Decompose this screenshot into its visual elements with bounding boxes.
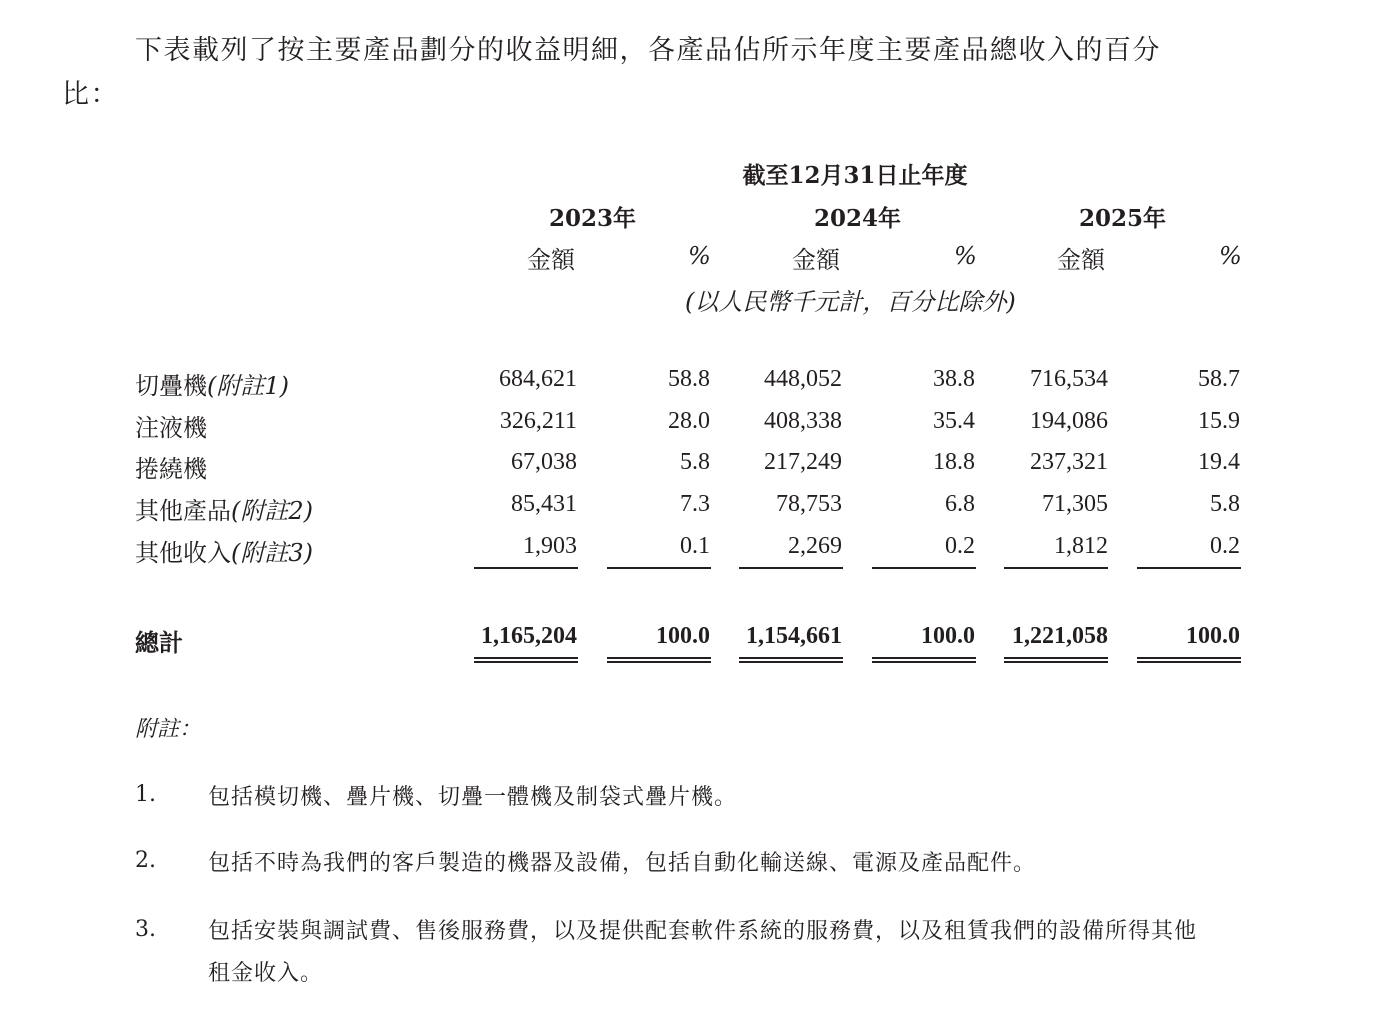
- year-header-2025: 2025年: [1078, 205, 1166, 232]
- total-double-rule-4: [872, 657, 976, 663]
- cell-r3-pct-2024: 6.8: [945, 491, 975, 517]
- subtotal-rule-1: [474, 567, 578, 569]
- subtotal-rule-6: [1137, 567, 1241, 569]
- cell-r4-pct-2024: 0.2: [945, 533, 975, 559]
- cell-r2-amount-2024: 217,249: [764, 449, 842, 475]
- cell-r0-amount-2024: 448,052: [764, 366, 842, 392]
- cell-r4-pct-2023: 0.1: [680, 533, 710, 559]
- cell-r0-amount-2023: 684,621: [499, 366, 577, 392]
- total-double-rule-1: [474, 657, 578, 663]
- row-label-total: 總計: [135, 628, 183, 657]
- cell-r1-pct-2025: 15.9: [1198, 408, 1240, 434]
- cell-r2-amount-2023: 67,038: [511, 449, 577, 475]
- subtotal-rule-2: [607, 567, 711, 569]
- cell-r4-amount-2023: 1,903: [523, 533, 577, 559]
- amount-header-2025: 金額: [1057, 246, 1105, 274]
- cell-r2-pct-2023: 5.8: [680, 449, 710, 475]
- cell-r1-amount-2025: 194,086: [1030, 408, 1108, 434]
- cell-r3-pct-2025: 5.8: [1210, 491, 1240, 517]
- row-label-winding: 捲繞機: [135, 455, 207, 483]
- cell-r2-pct-2025: 19.4: [1198, 449, 1240, 475]
- cell-r3-amount-2025: 71,305: [1042, 491, 1108, 517]
- cell-total-amount-2025: 1,221,058: [1012, 623, 1108, 649]
- note-3-text-line1: 包括安裝與調試費、售後服務費，以及提供配套軟件系統的服務費，以及租賃我們的設備所得其他: [208, 919, 1198, 944]
- note-1-text: 包括模切機、疊片機、切疊一體機及制袋式疊片機。: [208, 785, 738, 810]
- intro-text-line2: 比：: [62, 79, 119, 110]
- cell-r0-pct-2024: 38.8: [933, 366, 975, 392]
- cell-r0-pct-2023: 58.8: [668, 366, 710, 392]
- note-2-text: 包括不時為我們的客戶製造的機器及設備，包括自動化輸送線、電源及產品配件。: [208, 851, 1037, 876]
- total-double-rule-5: [1004, 657, 1108, 663]
- cell-r3-pct-2023: 7.3: [680, 491, 710, 517]
- amount-header-2023: 金額: [527, 246, 575, 274]
- cell-r2-amount-2025: 237,321: [1030, 449, 1108, 475]
- row-label-other-products: 其他產品(附註2): [135, 497, 313, 525]
- cell-total-amount-2023: 1,165,204: [481, 623, 577, 649]
- cell-total-amount-2024: 1,154,661: [746, 623, 842, 649]
- note-1-number: 1.: [135, 782, 156, 807]
- cell-r2-pct-2024: 18.8: [933, 449, 975, 475]
- pct-header-2024: %: [954, 242, 977, 270]
- cell-r4-amount-2024: 2,269: [788, 533, 842, 559]
- note-3-text-line2: 租金收入。: [208, 961, 324, 986]
- period-header: 截至12月31日止年度: [742, 162, 968, 189]
- note-2-number: 2.: [135, 848, 156, 873]
- cell-total-pct-2025: 100.0: [1186, 623, 1240, 649]
- unit-note: (以人民幣千元計，百分比除外): [685, 288, 1016, 316]
- total-double-rule-2: [607, 657, 711, 663]
- notes-heading: 附註：: [135, 717, 202, 742]
- cell-r4-pct-2025: 0.2: [1210, 533, 1240, 559]
- year-header-2023: 2023年: [548, 205, 636, 232]
- pct-header-2023: %: [688, 242, 711, 270]
- row-label-cutting-stacking: 切疊機(附註1): [135, 372, 289, 400]
- amount-header-2024: 金額: [792, 246, 840, 274]
- cell-total-pct-2024: 100.0: [921, 623, 975, 649]
- intro-text-line1: 下表載列了按主要產品劃分的收益明細，各產品佔所示年度主要產品總收入的百分: [135, 35, 1161, 66]
- total-double-rule-6: [1137, 657, 1241, 663]
- pct-header-2025: %: [1219, 242, 1242, 270]
- row-label-other-income: 其他收入(附註3): [135, 539, 313, 567]
- subtotal-rule-4: [872, 567, 976, 569]
- cell-r4-amount-2025: 1,812: [1054, 533, 1108, 559]
- subtotal-rule-5: [1004, 567, 1108, 569]
- cell-total-pct-2023: 100.0: [656, 623, 710, 649]
- note-3-number: 3.: [135, 917, 156, 942]
- cell-r3-amount-2024: 78,753: [776, 491, 842, 517]
- cell-r1-pct-2024: 35.4: [933, 408, 975, 434]
- total-double-rule-3: [739, 657, 843, 663]
- row-label-injection: 注液機: [135, 414, 207, 442]
- cell-r1-amount-2023: 326,211: [499, 408, 577, 434]
- cell-r0-amount-2025: 716,534: [1030, 366, 1108, 392]
- subtotal-rule-3: [739, 567, 843, 569]
- cell-r1-pct-2023: 28.0: [668, 408, 710, 434]
- cell-r0-pct-2025: 58.7: [1198, 366, 1240, 392]
- cell-r1-amount-2024: 408,338: [764, 408, 842, 434]
- year-header-2024: 2024年: [813, 205, 901, 232]
- cell-r3-amount-2023: 85,431: [511, 491, 577, 517]
